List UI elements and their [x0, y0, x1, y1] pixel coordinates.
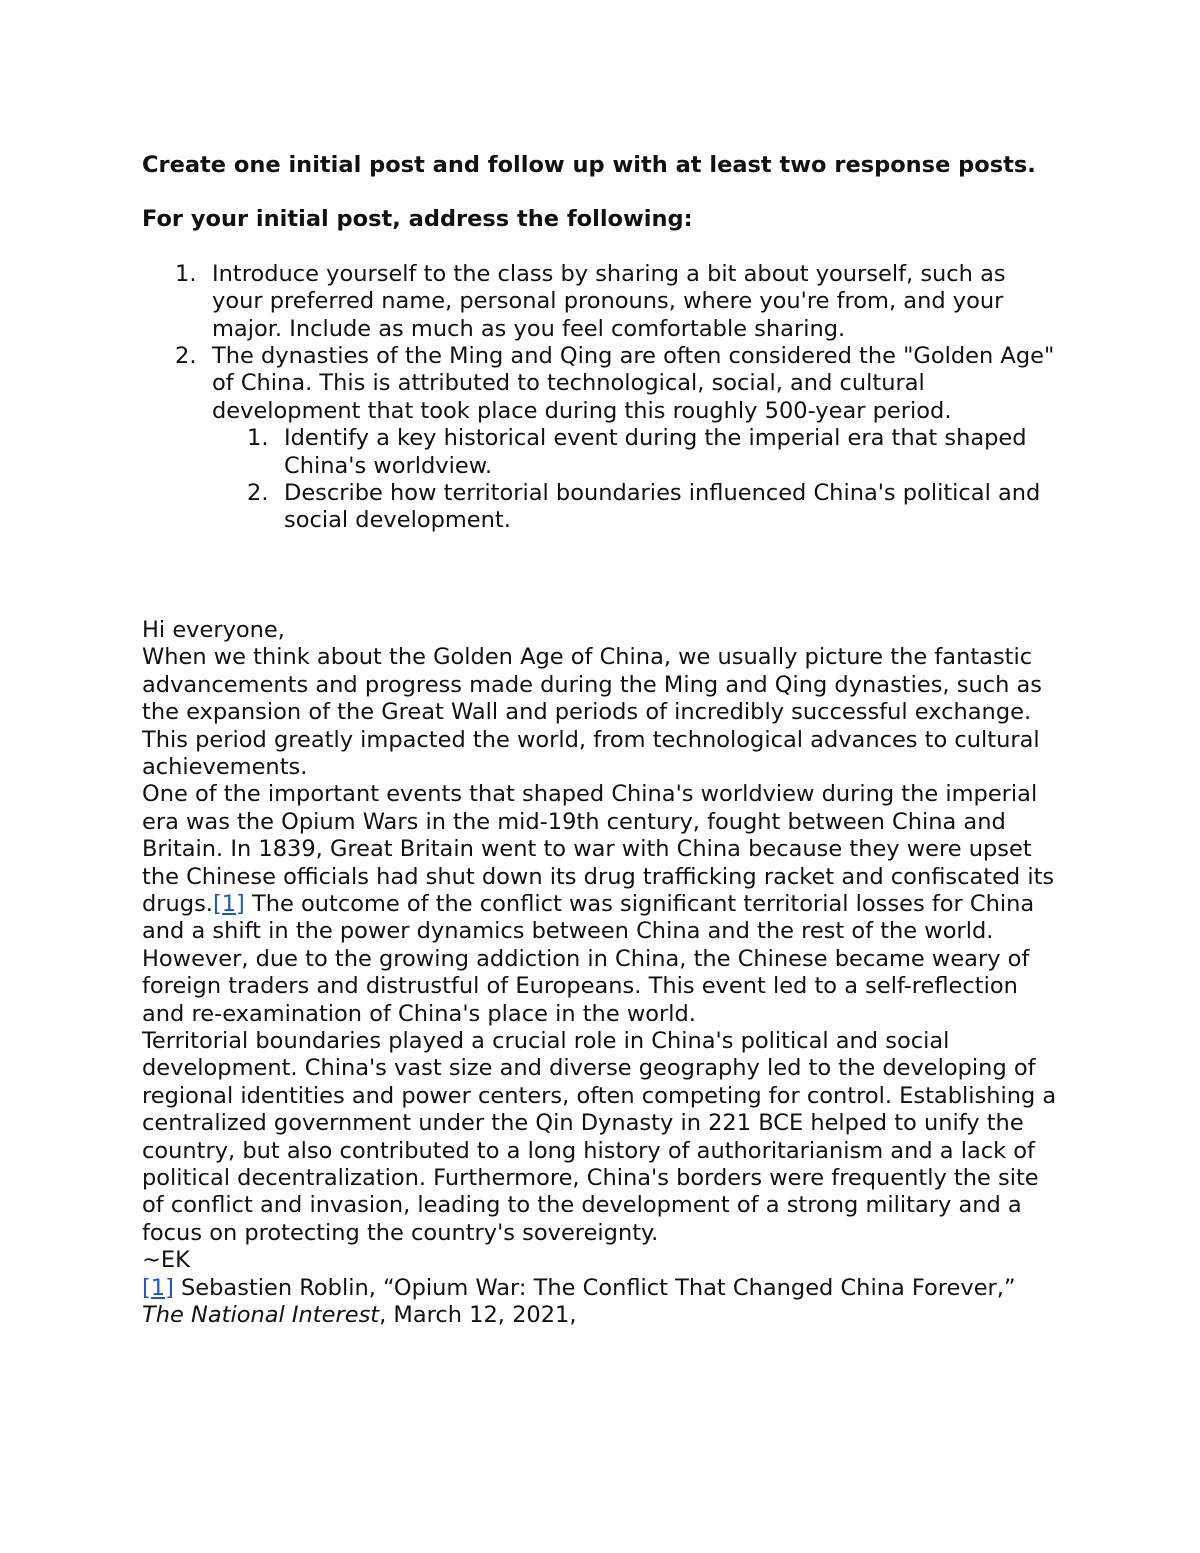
task-list — [142, 261, 1062, 535]
footnote-text: Sebastien Roblin, “Opium War: The Conflict That Changed China Forever,” — [173, 1274, 1016, 1301]
sub-list-number: 1. — [247, 425, 269, 452]
footnote-backlink[interactable]: [1] — [142, 1274, 174, 1301]
list-number: 1. — [175, 260, 197, 287]
list-item-text: Introduce yourself to the class by sharing a bit about yourself, such as your preferred name, personal pronouns, where you're from, and your major. Include as much as you feel comfortable sharing. — [212, 260, 1006, 342]
post-paragraph: Territorial boundaries played a crucial role in China's political and social development. China's vast size and diverse geography led to the developing of regional identities and power centers, often competing for control. Establishing a centralized government under the Qin Dynasty in 221 BCE helped to unify the country, but also contributed to a long history of authoritarianism and a lack of political decentralization. Furthermore, China's borders were frequently the site of conflict and invasion, leading to the development of a strong military and a focus on protecting the country's sovereignty. — [142, 1027, 1057, 1246]
document-page — [142, 152, 1062, 1329]
sub-list-item — [247, 480, 1062, 535]
post-paragraph — [142, 781, 1062, 1028]
footnote-publication: The National Interest — [142, 1302, 380, 1329]
footnote-text: , March 12, 2021, — [379, 1302, 577, 1329]
post-paragraph: When we think about the Golden Age of China, we usually picture the fantastic advancements and progress made during the Ming and Qing dynasties, such as the expansion of the Great Wall and periods of incredibly successful exchange. This period greatly impacted the world, from technological advances to cultural achievements. — [142, 644, 1043, 780]
list-number: 2. — [175, 343, 197, 370]
sub-list-item-text: Identify a key historical event during the imperial era that shaped China's worldview. — [284, 425, 1027, 479]
list-item — [175, 260, 1062, 343]
instructions-subheading: For your initial post, address the following: — [142, 206, 693, 233]
post-paragraph-text: The outcome of the conflict was significant territorial losses for China and a shift in the power dynamics between China and the rest of the world. However, due to the growing addiction in China, the Chinese became weary of foreign traders and distrustful of Europeans. This event led to a self-reflection and re-examination of China's place in the world. — [142, 890, 1035, 1027]
post-greeting: Hi everyone, — [142, 616, 285, 643]
list-item — [175, 343, 1062, 535]
post-signature: ~EK — [142, 1247, 190, 1274]
footnote — [142, 1275, 1062, 1330]
discussion-post — [142, 617, 1062, 1330]
sub-list — [212, 425, 1062, 535]
footnote-reference-link[interactable]: [1] — [212, 890, 245, 917]
instructions-heading: Create one initial post and follow up with at least two response posts. — [142, 152, 1036, 178]
sub-list-number: 2. — [247, 480, 269, 507]
sub-list-item — [247, 425, 1062, 480]
sub-list-item-text: Describe how territorial boundaries influenced China's political and social development. — [284, 480, 1041, 534]
list-item-text: The dynasties of the Ming and Qing are often considered the "Golden Age" of China. This is attributed to technological, social, and cultural development that took place during this roughly 500-year period. — [212, 343, 1055, 424]
post-paragraph-text: One of the important events that shaped China's worldview during the imperial era was the Opium Wars in the mid-19th century, fought between China and Britain. In 1839, Great Britain went to war with China because they were upset the Chinese officials had shut down its drug trafficking racket and confiscated its drugs. — [142, 781, 1055, 917]
